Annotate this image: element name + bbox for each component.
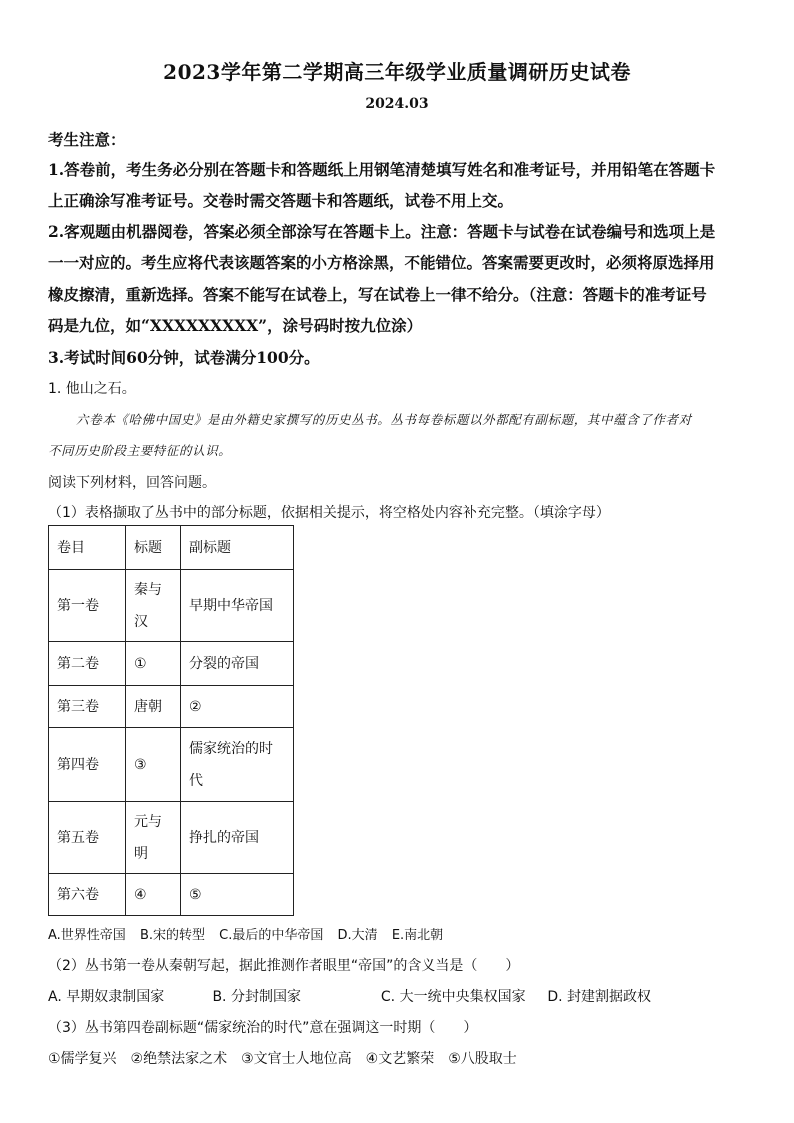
table-cell: ① — [126, 642, 181, 686]
sub1-options — [48, 924, 748, 943]
exam-date: 2024.03 — [365, 96, 429, 112]
table-cell: 唐朝 — [126, 686, 181, 728]
table-cell: 儒家统治的时 代 — [181, 728, 294, 802]
intro-text: 不同历史阶段主要特征的认识。 — [48, 443, 232, 458]
table-row — [49, 526, 294, 570]
option-d: D.大清 — [337, 928, 378, 943]
table-cell: ④ — [126, 874, 181, 916]
table-cell: 第四卷 — [49, 728, 126, 802]
table-cell: 第三卷 — [49, 686, 126, 728]
table-header-cell: 卷目 — [49, 526, 126, 570]
notice-heading: 考生注意： — [48, 130, 126, 149]
table-row — [49, 728, 294, 802]
table-cell: ② — [181, 686, 294, 728]
question-stem: 1. 他山之石。 — [48, 381, 136, 397]
table-cell: 第六卷 — [49, 874, 126, 916]
sub-question-2: （2）丛书第一卷从秦朝写起，据此推测作者眼里“帝国”的含义当是（ ） — [48, 958, 520, 974]
option-a: A. 早期奴隶制国家 — [48, 989, 165, 1005]
table-cell: 秦与 汉 — [126, 570, 181, 642]
notice-line: 3.考试时间60分钟，试卷满分100分。 — [48, 348, 320, 367]
notice-line: 上正确涂写准考证号。交卷时需交答题卡和答题纸，试卷不用上交。 — [48, 191, 514, 210]
notice-line: 一一对应的。考生应将代表该题答案的小方格涂黑，不能错位。答案需要更改时，必须将原选择用 — [48, 253, 715, 272]
table-cell: 第一卷 — [49, 570, 126, 642]
table-cell: 早期中华帝国 — [181, 570, 294, 642]
sub3-options: ①儒学复兴 ②绝禁法家之术 ③文官士人地位高 ④文艺繁荣 ⑤八股取士 — [48, 1051, 517, 1067]
table-cell: ⑤ — [181, 874, 294, 916]
sub2-options — [48, 986, 748, 1006]
option-e: E.南北朝 — [391, 928, 444, 943]
option-c: C.最后的中华帝国 — [219, 928, 324, 943]
table-row — [49, 874, 294, 916]
option-a: A.世界性帝国 — [48, 928, 126, 943]
notice-line: 1.答卷前，考生务必分别在答题卡和答题纸上用钢笔清楚填写姓名和准考证号，并用铅笔在答题卡 — [48, 160, 716, 179]
table-cell: 第二卷 — [49, 642, 126, 686]
table-row — [49, 570, 294, 642]
table-cell: 分裂的帝国 — [181, 642, 294, 686]
option-c: C. 大一统中央集权国家 — [380, 989, 526, 1005]
table-cell: 第五卷 — [49, 802, 126, 874]
table-cell: ③ — [126, 728, 181, 802]
table-cell: 元与 明 — [126, 802, 181, 874]
table-header-cell: 标题 — [126, 526, 181, 570]
sub-question-1: （1）表格撷取了丛书中的部分标题，依据相关提示，将空格处内容补充完整。（填涂字母） — [48, 505, 610, 521]
table-row — [49, 642, 294, 686]
notice-line: 码是九位，如“XXXXXXXXX”，涂号码时按九位涂） — [48, 316, 423, 335]
notice-line: 2.客观题由机器阅卷，答案必须全部涂写在答题卡上。注意：答题卡与试卷在试卷编号和选项上是 — [48, 222, 716, 241]
instruction: 阅读下列材料，回答问题。 — [48, 475, 216, 491]
notice-line: 橡皮擦清，重新选择。答案不能写在试卷上，写在试卷上一律不给分。（注意：答题卡的准考证号 — [48, 285, 707, 304]
option-b: B. 分封制国家 — [212, 989, 301, 1005]
table-row — [49, 686, 294, 728]
table-row — [49, 802, 294, 874]
sub-question-3: （3）丛书第四卷副标题“儒家统治的时代”意在强调这一时期（ ） — [48, 1020, 478, 1036]
table-cell: 挣扎的帝国 — [181, 802, 294, 874]
title-table — [48, 525, 294, 916]
option-b: B.宋的转型 — [139, 928, 206, 943]
option-d: D. 封建割据政权 — [547, 989, 652, 1005]
intro-text: 六卷本《哈佛中国史》是由外籍史家撰写的历史丛书。丛书每卷标题以外都配有副标题，其中蕴含了作者对 — [76, 412, 692, 427]
table-header-cell: 副标题 — [181, 526, 294, 570]
exam-title: 2023学年第二学期高三年级学业质量调研历史试卷 — [163, 60, 631, 84]
